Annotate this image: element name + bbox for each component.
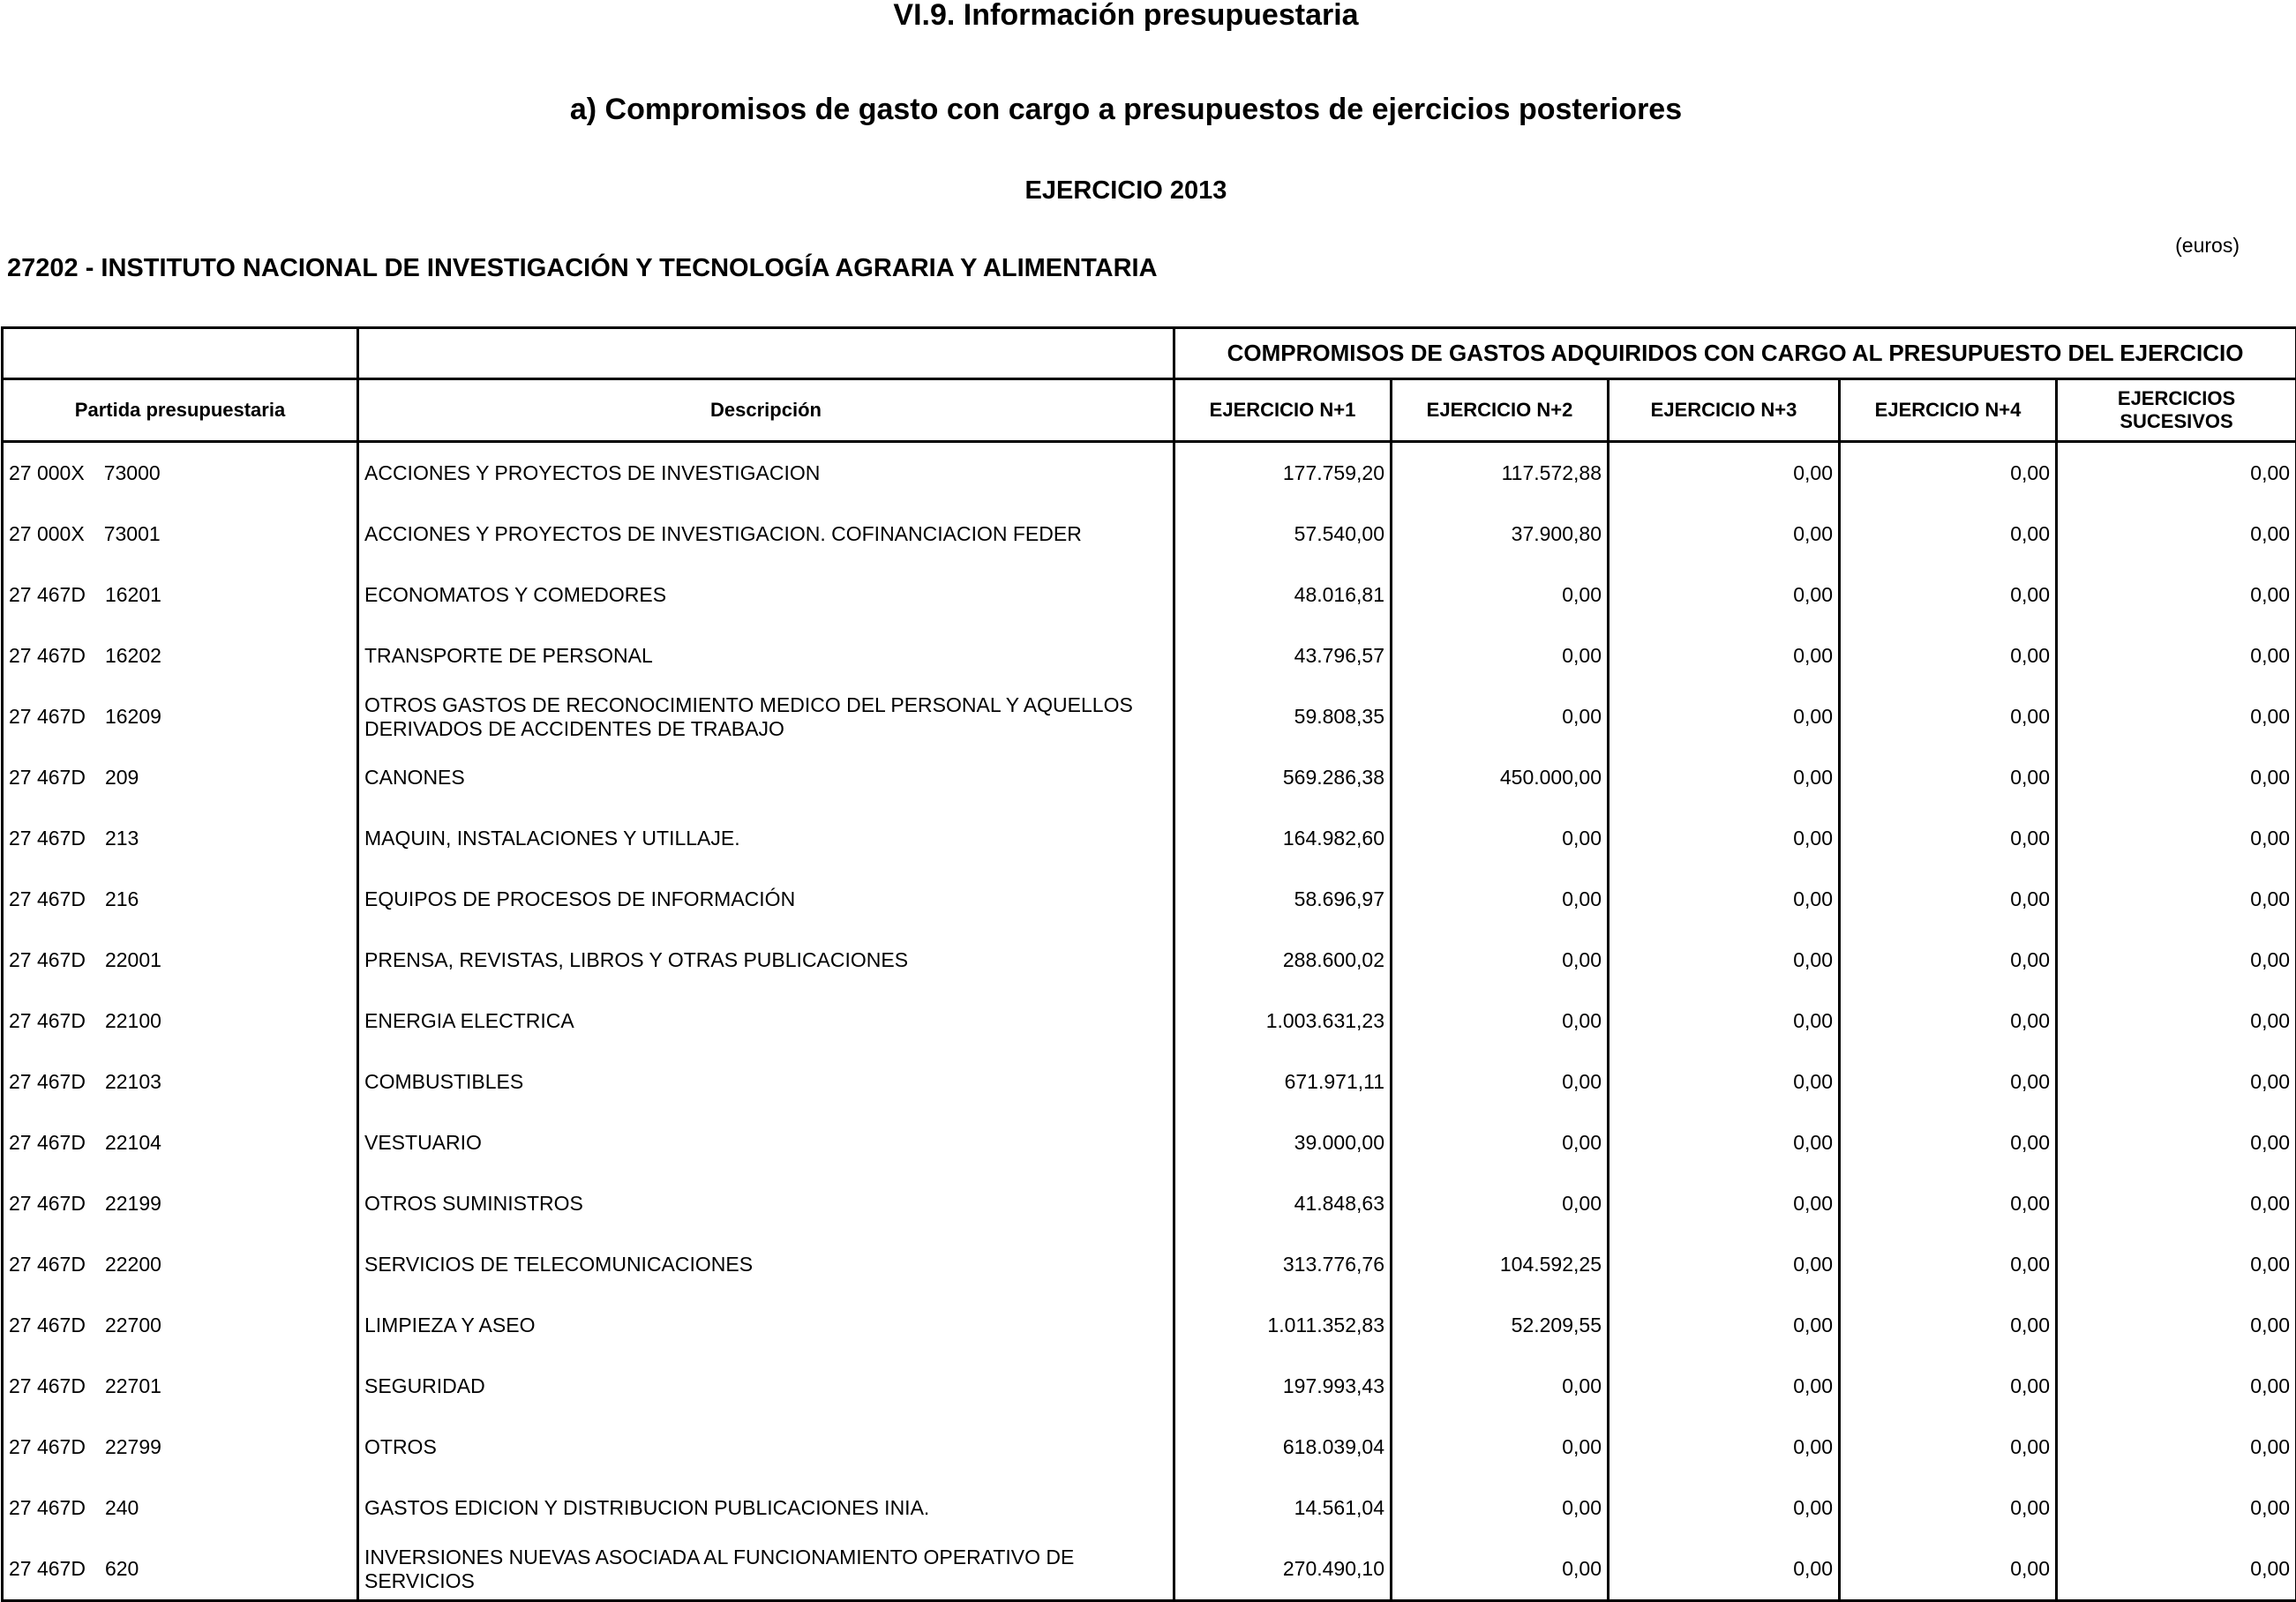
partida-cell [3, 1173, 358, 1234]
partida-cell [3, 1538, 358, 1601]
n3-cell: 0,00 [1609, 1112, 1840, 1173]
description-cell: MAQUIN, INSTALACIONES Y UTILLAJE. [358, 808, 1174, 869]
n3-cell: 0,00 [1609, 1417, 1840, 1478]
concept-code: 16209 [105, 705, 161, 729]
n4-cell: 0,00 [1840, 1234, 2057, 1295]
n1-cell: 1.003.631,23 [1174, 991, 1392, 1052]
sucesivos-cell: 0,00 [2057, 869, 2296, 930]
sucesivos-cell: 0,00 [2057, 1234, 2296, 1295]
n4-cell: 0,00 [1840, 747, 2057, 808]
n2-cell: 0,00 [1392, 1173, 1609, 1234]
commitments-group-header: COMPROMISOS DE GASTOS ADQUIRIDOS CON CARGO AL PRESUPUESTO DEL EJERCICIO [1174, 328, 2296, 379]
table-row [3, 1478, 2296, 1538]
description-cell: OTROS SUMINISTROS [358, 1173, 1174, 1234]
sucesivos-cell: 0,00 [2057, 1478, 2296, 1538]
n2-cell: 0,00 [1392, 930, 1609, 991]
concept-code: 22799 [105, 1435, 161, 1459]
description-cell: CANONES [358, 747, 1174, 808]
sucesivos-cell: 0,00 [2057, 1417, 2296, 1478]
program-code: 27 467D [9, 583, 86, 606]
concept-code: 22001 [105, 948, 161, 972]
n1-cell: 164.982,60 [1174, 808, 1392, 869]
sucesivos-cell: 0,00 [2057, 625, 2296, 686]
n1-cell: 57.540,00 [1174, 504, 1392, 565]
description-cell: ACCIONES Y PROYECTOS DE INVESTIGACION. COFINANCIACION FEDER [358, 504, 1174, 565]
n3-cell: 0,00 [1609, 1234, 1840, 1295]
description-cell: GASTOS EDICION Y DISTRIBUCION PUBLICACIONES INIA. [358, 1478, 1174, 1538]
n4-cell: 0,00 [1840, 1356, 2057, 1417]
col-header-descripcion: Descripción [358, 379, 1174, 442]
concept-code: 22199 [105, 1192, 161, 1216]
partida-cell [3, 1295, 358, 1356]
partida-cell [3, 686, 358, 747]
program-code: 27 467D [9, 1496, 86, 1519]
n4-cell: 0,00 [1840, 1478, 2057, 1538]
program-code: 27 467D [9, 1192, 86, 1215]
partida-cell [3, 1417, 358, 1478]
partida-cell [3, 869, 358, 930]
entity-title: 27202 - INSTITUTO NACIONAL DE INVESTIGACIÓN Y TECNOLOGÍA AGRARIA Y ALIMENTARIA [7, 252, 1158, 284]
description-cell: ACCIONES Y PROYECTOS DE INVESTIGACION [358, 442, 1174, 505]
program-code: 27 467D [9, 705, 86, 728]
program-code: 27 467D [9, 766, 86, 789]
n1-cell: 48.016,81 [1174, 565, 1392, 625]
partida-cell [3, 442, 358, 505]
col-header-n2: EJERCICIO N+2 [1392, 379, 1609, 442]
sucesivos-cell: 0,00 [2057, 808, 2296, 869]
program-code: 27 000X [9, 461, 85, 484]
n4-cell: 0,00 [1840, 808, 2057, 869]
concept-code: 209 [105, 766, 139, 790]
program-code: 27 467D [9, 1253, 86, 1276]
concept-code: 216 [105, 887, 139, 911]
sucesivos-cell: 0,00 [2057, 747, 2296, 808]
table-row [3, 1538, 2296, 1601]
table-row [3, 504, 2296, 565]
n4-cell: 0,00 [1840, 442, 2057, 505]
n1-cell: 59.808,35 [1174, 686, 1392, 747]
table-row [3, 442, 2296, 505]
program-code: 27 467D [9, 1435, 86, 1458]
description-cell: OTROS GASTOS DE RECONOCIMIENTO MEDICO DEL PERSONAL Y AQUELLOS DERIVADOS DE ACCIDENTES DE TRABAJO [358, 686, 1174, 747]
partida-cell [3, 808, 358, 869]
concept-code: 22200 [105, 1253, 161, 1276]
section-title: VI.9. Información presupuestaria [0, 0, 2252, 30]
sucesivos-cell: 0,00 [2057, 1538, 2296, 1601]
n4-cell: 0,00 [1840, 686, 2057, 747]
concept-code: 620 [105, 1557, 139, 1581]
n4-cell: 0,00 [1840, 991, 2057, 1052]
n2-cell: 0,00 [1392, 1417, 1609, 1478]
table-body [3, 442, 2296, 1601]
n1-cell: 671.971,11 [1174, 1052, 1392, 1112]
description-cell: ENERGIA ELECTRICA [358, 991, 1174, 1052]
concept-code: 22100 [105, 1009, 161, 1033]
n4-cell: 0,00 [1840, 504, 2057, 565]
n1-cell: 313.776,76 [1174, 1234, 1392, 1295]
table-row [3, 1052, 2296, 1112]
n1-cell: 197.993,43 [1174, 1356, 1392, 1417]
n4-cell: 0,00 [1840, 869, 2057, 930]
partida-cell [3, 991, 358, 1052]
concept-code: 73001 [104, 522, 161, 546]
n1-cell: 177.759,20 [1174, 442, 1392, 505]
partida-cell [3, 930, 358, 991]
n3-cell: 0,00 [1609, 930, 1840, 991]
n3-cell: 0,00 [1609, 991, 1840, 1052]
n2-cell: 0,00 [1392, 808, 1609, 869]
n2-cell: 0,00 [1392, 1478, 1609, 1538]
program-code: 27 000X [9, 522, 85, 545]
partida-cell [3, 1112, 358, 1173]
n4-cell: 0,00 [1840, 1173, 2057, 1234]
program-code: 27 467D [9, 1070, 86, 1093]
concept-code: 22700 [105, 1314, 161, 1337]
n3-cell: 0,00 [1609, 1538, 1840, 1601]
description-cell: VESTUARIO [358, 1112, 1174, 1173]
sucesivos-cell: 0,00 [2057, 686, 2296, 747]
n4-cell: 0,00 [1840, 1417, 2057, 1478]
sucesivos-cell: 0,00 [2057, 442, 2296, 505]
description-cell: OTROS [358, 1417, 1174, 1478]
empty-header-cell [3, 328, 358, 379]
n2-cell: 0,00 [1392, 869, 1609, 930]
exercise-year: EJERCICIO 2013 [0, 175, 2252, 206]
description-cell: TRANSPORTE DE PERSONAL [358, 625, 1174, 686]
n2-cell: 0,00 [1392, 686, 1609, 747]
n1-cell: 1.011.352,83 [1174, 1295, 1392, 1356]
concept-code: 22103 [105, 1070, 161, 1094]
n3-cell: 0,00 [1609, 808, 1840, 869]
table-row [3, 991, 2296, 1052]
partida-cell [3, 1356, 358, 1417]
concept-code: 213 [105, 827, 139, 850]
n3-cell: 0,00 [1609, 1173, 1840, 1234]
n3-cell: 0,00 [1609, 625, 1840, 686]
n3-cell: 0,00 [1609, 504, 1840, 565]
program-code: 27 467D [9, 1009, 86, 1032]
col-header-sucesivos [2057, 379, 2296, 442]
n2-cell: 104.592,25 [1392, 1234, 1609, 1295]
sucesivos-cell: 0,00 [2057, 991, 2296, 1052]
program-code: 27 467D [9, 644, 86, 667]
sucesivos-cell: 0,00 [2057, 930, 2296, 991]
table-group-header-row [3, 328, 2296, 379]
sucesivos-cell: 0,00 [2057, 1052, 2296, 1112]
program-code: 27 467D [9, 948, 86, 971]
concept-code: 22701 [105, 1374, 161, 1398]
table-row [3, 1295, 2296, 1356]
description-cell: SERVICIOS DE TELECOMUNICACIONES [358, 1234, 1174, 1295]
program-code: 27 467D [9, 827, 86, 850]
n4-cell: 0,00 [1840, 1112, 2057, 1173]
empty-header-cell [358, 328, 1174, 379]
partida-cell [3, 1052, 358, 1112]
concept-code: 16202 [105, 644, 161, 668]
n3-cell: 0,00 [1609, 1478, 1840, 1538]
n2-cell: 0,00 [1392, 1052, 1609, 1112]
n2-cell: 0,00 [1392, 1356, 1609, 1417]
table-row [3, 1356, 2296, 1417]
sucesivos-cell: 0,00 [2057, 1295, 2296, 1356]
program-code: 27 467D [9, 1314, 86, 1336]
n3-cell: 0,00 [1609, 442, 1840, 505]
n3-cell: 0,00 [1609, 1052, 1840, 1112]
description-cell: LIMPIEZA Y ASEO [358, 1295, 1174, 1356]
n4-cell: 0,00 [1840, 1052, 2057, 1112]
table-row [3, 747, 2296, 808]
sucesivos-cell: 0,00 [2057, 565, 2296, 625]
n3-cell: 0,00 [1609, 1356, 1840, 1417]
n2-cell: 0,00 [1392, 565, 1609, 625]
table-row [3, 1112, 2296, 1173]
n2-cell: 450.000,00 [1392, 747, 1609, 808]
col-header-n4: EJERCICIO N+4 [1840, 379, 2057, 442]
description-cell: PRENSA, REVISTAS, LIBROS Y OTRAS PUBLICACIONES [358, 930, 1174, 991]
n1-cell: 14.561,04 [1174, 1478, 1392, 1538]
n2-cell: 117.572,88 [1392, 442, 1609, 505]
program-code: 27 467D [9, 887, 86, 910]
program-code: 27 467D [9, 1131, 86, 1154]
col-header-sucesivos-line2: SUCESIVOS [2120, 410, 2232, 432]
concept-code: 22104 [105, 1131, 161, 1155]
n2-cell: 0,00 [1392, 1112, 1609, 1173]
table-row [3, 1234, 2296, 1295]
table-column-header-row [3, 379, 2296, 442]
concept-code: 240 [105, 1496, 139, 1520]
n4-cell: 0,00 [1840, 1538, 2057, 1601]
col-header-sucesivos-line1: EJERCICIOS [2118, 387, 2235, 409]
sucesivos-cell: 0,00 [2057, 1356, 2296, 1417]
partida-cell [3, 504, 358, 565]
document-subtitle: a) Compromisos de gasto con cargo a presupuestos de ejercicios posteriores [0, 92, 2252, 127]
n3-cell: 0,00 [1609, 565, 1840, 625]
n4-cell: 0,00 [1840, 930, 2057, 991]
table-row [3, 930, 2296, 991]
n2-cell: 0,00 [1392, 991, 1609, 1052]
partida-cell [3, 1234, 358, 1295]
col-header-n1: EJERCICIO N+1 [1174, 379, 1392, 442]
n4-cell: 0,00 [1840, 625, 2057, 686]
col-header-n3: EJERCICIO N+3 [1609, 379, 1840, 442]
n1-cell: 41.848,63 [1174, 1173, 1392, 1234]
sucesivos-cell: 0,00 [2057, 1112, 2296, 1173]
partida-cell [3, 1478, 358, 1538]
description-cell: EQUIPOS DE PROCESOS DE INFORMACIÓN [358, 869, 1174, 930]
partida-cell [3, 747, 358, 808]
n2-cell: 52.209,55 [1392, 1295, 1609, 1356]
n3-cell: 0,00 [1609, 747, 1840, 808]
col-header-partida: Partida presupuestaria [3, 379, 358, 442]
n1-cell: 618.039,04 [1174, 1417, 1392, 1478]
concept-code: 73000 [104, 461, 161, 485]
n3-cell: 0,00 [1609, 869, 1840, 930]
n2-cell: 37.900,80 [1392, 504, 1609, 565]
n3-cell: 0,00 [1609, 1295, 1840, 1356]
n2-cell: 0,00 [1392, 625, 1609, 686]
table-row [3, 625, 2296, 686]
n1-cell: 288.600,02 [1174, 930, 1392, 991]
table-row [3, 565, 2296, 625]
n2-cell: 0,00 [1392, 1538, 1609, 1601]
n1-cell: 39.000,00 [1174, 1112, 1392, 1173]
table-row [3, 1173, 2296, 1234]
description-cell: SEGURIDAD [358, 1356, 1174, 1417]
partida-cell [3, 625, 358, 686]
n1-cell: 43.796,57 [1174, 625, 1392, 686]
table-row [3, 808, 2296, 869]
sucesivos-cell: 0,00 [2057, 1173, 2296, 1234]
n3-cell: 0,00 [1609, 686, 1840, 747]
table-row [3, 1417, 2296, 1478]
program-code: 27 467D [9, 1557, 86, 1580]
n1-cell: 58.696,97 [1174, 869, 1392, 930]
table-row [3, 686, 2296, 747]
n1-cell: 270.490,10 [1174, 1538, 1392, 1601]
table-row [3, 869, 2296, 930]
n4-cell: 0,00 [1840, 565, 2057, 625]
currency-units: (euros) [2175, 232, 2240, 258]
description-cell: INVERSIONES NUEVAS ASOCIADA AL FUNCIONAMIENTO OPERATIVO DE SERVICIOS [358, 1538, 1174, 1601]
sucesivos-cell: 0,00 [2057, 504, 2296, 565]
program-code: 27 467D [9, 1374, 86, 1397]
concept-code: 16201 [105, 583, 161, 607]
n1-cell: 569.286,38 [1174, 747, 1392, 808]
description-cell: COMBUSTIBLES [358, 1052, 1174, 1112]
description-cell: ECONOMATOS Y COMEDORES [358, 565, 1174, 625]
budget-commitments-table [1, 326, 2296, 1602]
partida-cell [3, 565, 358, 625]
n4-cell: 0,00 [1840, 1295, 2057, 1356]
